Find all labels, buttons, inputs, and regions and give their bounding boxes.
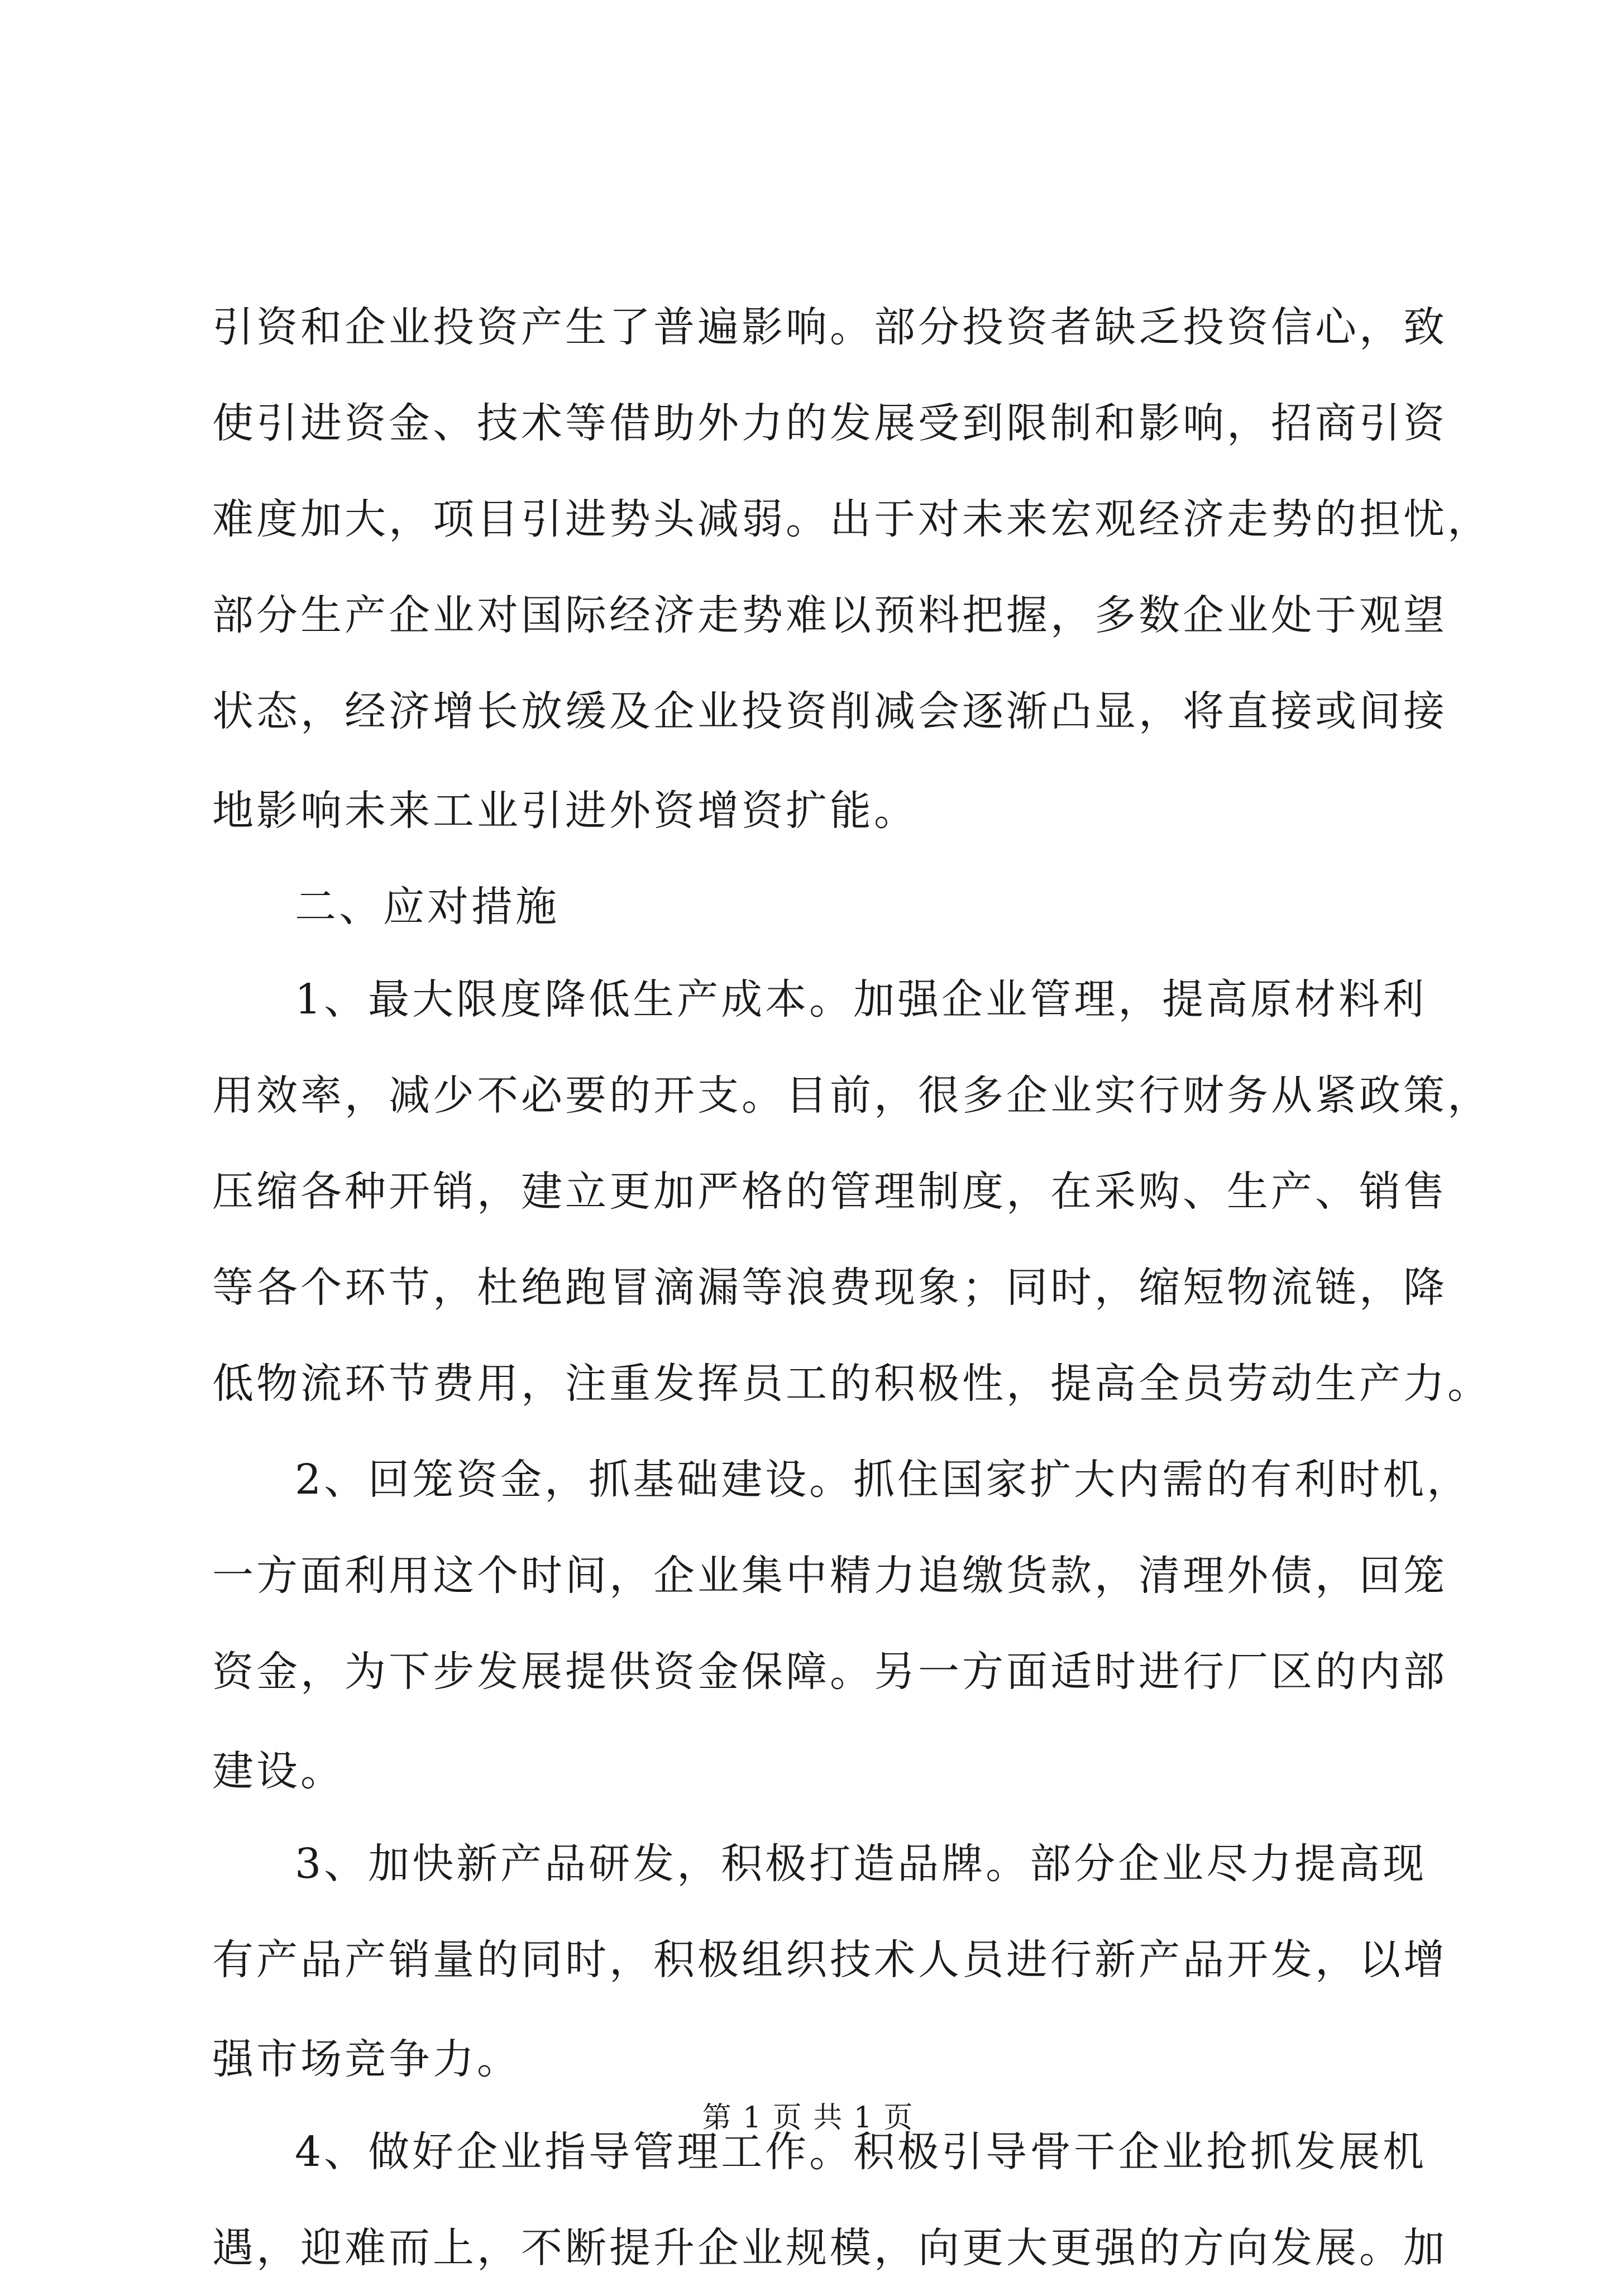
page-footer: 第 1 页 共 1 页 [702, 2101, 914, 2135]
text-line: 1、最大限度降低生产成本。加强企业管理，提高原材料利 [295, 975, 1427, 1023]
text-line: 建设。 [212, 1747, 345, 1795]
text-line: 2、回笼资金，抓基础建设。抓住国家扩大内需的有利时机， [295, 1456, 1471, 1504]
text-line: 4、做好企业指导管理工作。积极引导骨干企业抢抓发展机 [295, 2128, 1427, 2176]
text-line: 使引进资金、技术等借助外力的发展受到限制和影响，招商引资 [212, 399, 1447, 447]
text-line: 难度加大，项目引进势头减弱。出于对未来宏观经济走势的担忧， [212, 495, 1491, 543]
text-line: 3、加快新产品研发，积极打造品牌。部分企业尽力提高现 [295, 1840, 1427, 1888]
text-line: 状态，经济增长放缓及企业投资削减会逐渐凸显，将直接或间接 [212, 687, 1447, 735]
text-line: 资金，为下步发展提供资金保障。另一方面适时进行厂区的内部 [212, 1648, 1447, 1696]
text-line: 用效率，减少不必要的开支。目前，很多企业实行财务从紧政策， [212, 1072, 1491, 1120]
text-line: 强市场竞争力。 [212, 2035, 521, 2083]
text-line: 低物流环节费用，注重发挥员工的积极性，提高全员劳动生产力。 [212, 1360, 1491, 1408]
text-line: 引资和企业投资产生了普遍影响。部分投资者缺乏投资信心，致 [212, 303, 1447, 351]
document-body [212, 279, 1491, 2296]
text-line: 地影响未来工业引进外资增资扩能。 [212, 787, 918, 835]
text-line: 遇，迎难而上，不断提升企业规模，向更大更强的方向发展。加 [212, 2224, 1447, 2272]
text-line: 部分生产企业对国际经济走势难以预料把握，多数企业处于观望 [212, 591, 1447, 639]
text-line: 二、应对措施 [295, 883, 560, 931]
text-line: 等各个环节，杜绝跑冒滴漏等浪费现象；同时，缩短物流链，降 [212, 1264, 1447, 1312]
text-line: 压缩各种开销，建立更加严格的管理制度，在采购、生产、销售 [212, 1168, 1447, 1216]
text-line: 有产品产销量的同时，积极组织技术人员进行新产品开发，以增 [212, 1936, 1447, 1984]
text-line: 一方面利用这个时间，企业集中精力追缴货款，清理外债，回笼 [212, 1552, 1447, 1600]
